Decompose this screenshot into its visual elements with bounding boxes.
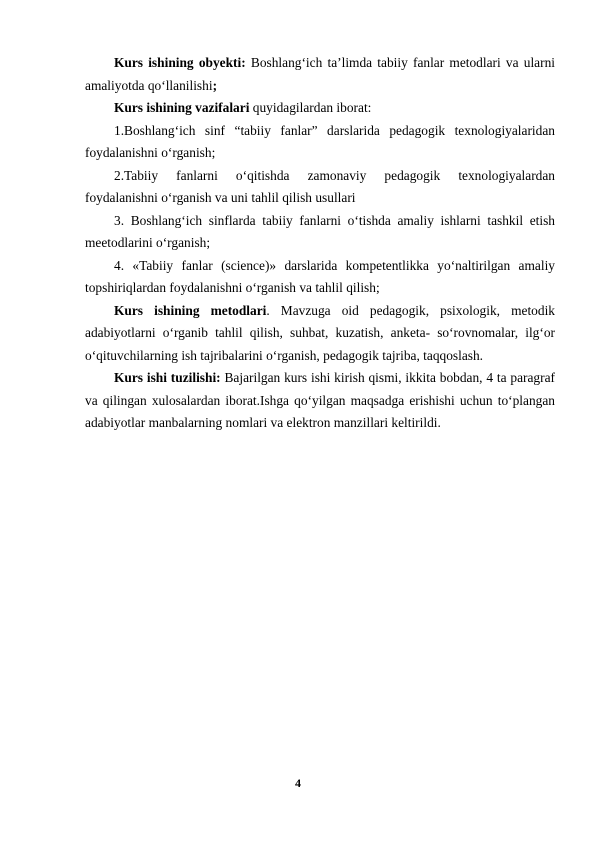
punct-object: ; bbox=[212, 77, 218, 93]
paragraph-object bbox=[85, 52, 555, 97]
paragraph-task-2 bbox=[85, 165, 555, 210]
paragraph-task-1 bbox=[85, 120, 555, 165]
page-number: 4 bbox=[295, 776, 301, 790]
text-task-3: 3. Boshlang‘ich sinflarda tabiiy fanlarni o‘tishda amaliy ishlarni tashkil etish meetodlarini o‘rganish; bbox=[85, 212, 555, 250]
text-tasks: quyidagilardan iborat: bbox=[249, 100, 372, 115]
paragraph-task-3 bbox=[85, 210, 555, 255]
heading-structure: Kurs ishi tuzilishi: bbox=[114, 370, 221, 385]
text-object: Boshlang‘ich ta’limda tabiiy fanlar metodlari va ularni amaliyotda qo‘llanilishi bbox=[85, 55, 555, 93]
paragraph-tasks bbox=[85, 97, 555, 120]
paragraph-methods bbox=[85, 300, 555, 368]
text-task-4: 4. «Tabiiy fanlar (science)» darslarida kompetentlikka yo‘naltirilgan amaliy topshiriqlardan foydalanishni o‘rganish va tahlil qilish; bbox=[85, 257, 555, 295]
paragraph-task-4 bbox=[85, 255, 555, 300]
document-body bbox=[85, 52, 555, 435]
text-structure: Bajarilgan kurs ishi kirish qismi, ikkita bobdan, 4 ta paragraf va qilingan xulosalardan iborat.Ishga qo‘yilgan maqsadga erishishi uchun to‘plangan adabiyotlar manbalarning nomlari va elektron manzillari keltirildi. bbox=[85, 370, 555, 430]
paragraph-structure bbox=[85, 367, 555, 435]
heading-methods: Kurs ishining metodlari bbox=[114, 302, 267, 318]
text-methods: . Mavzuga oid pedagogik, psixologik, metodik adabiyotlarni o‘rganib tahlil qilish, suhbat, kuzatish, anketa- so‘rovnomalar, ilg‘or o‘qituvchilarning ish tajribalarini o‘rganish, pedagogik tajriba, taqqoslash. bbox=[85, 302, 555, 363]
heading-tasks: Kurs ishining vazifalari bbox=[114, 100, 250, 115]
text-task-1: 1.Boshlang‘ich sinf “tabiiy fanlar” darslarida pedagogik texnologiyalaridan foydalanishni o‘rganish; bbox=[85, 122, 555, 160]
text-task-2: 2.Tabiiy fanlarni o‘qitishda zamonaviy pedagogik texnologiyalardan foydalanishni o‘rganish va uni tahlil qilish usullari bbox=[85, 167, 555, 205]
heading-object: Kurs ishining obyekti: bbox=[114, 55, 246, 70]
